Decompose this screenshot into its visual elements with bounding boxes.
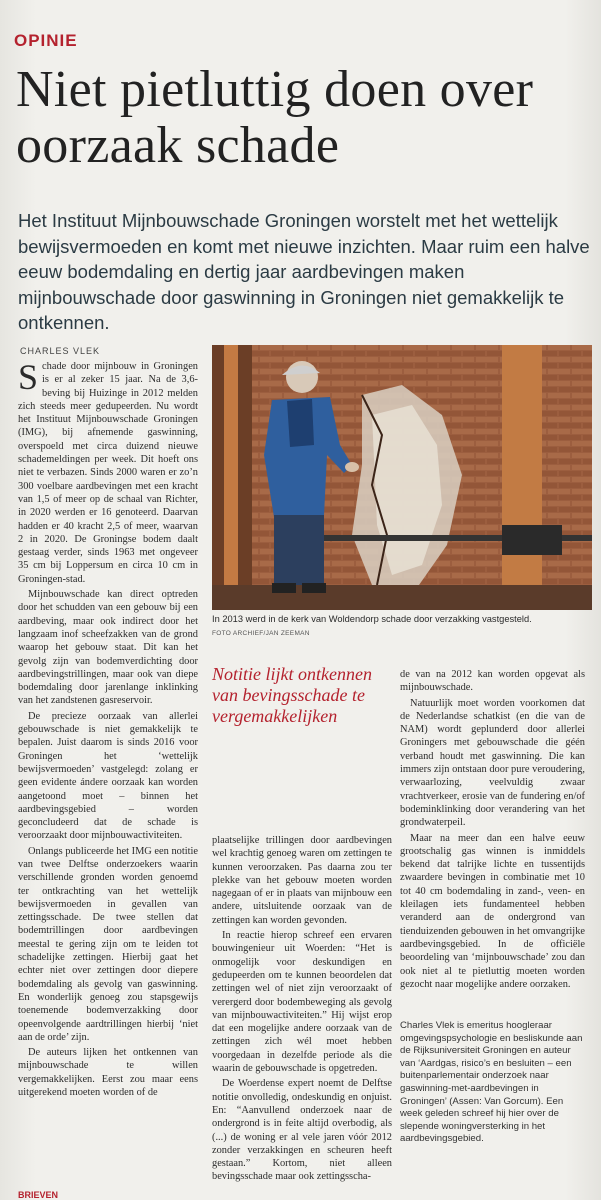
paragraph: In reactie hierop schreef een ervaren bouwingenieur uit Woerden: “Het is onmogelijk voor deskundigen en gedupeerden om te kunnen beoordelen dat zettingen wel of niet zijn veroorzaakt of verergerd door bodembeweging als gevolg van mijnbouwactiviteiten.” Hij wijst erop dat een mogelijke andere oorzaak van de zettingen zich wél moet hebben voorgedaan in dezelfde periode als die waarin de gebouwschade is opgetreden. [212,930,392,1075]
byline: CHARLES VLEK [20,346,101,356]
church-wall-damage-illustration [212,345,592,610]
article-column-3 [400,668,585,993]
headline: Niet pietluttig doen over oorzaak schade [16,61,534,174]
paragraph: Maar na meer dan een halve eeuw grootschalig gas winnen is inmiddels bekend dat talrijke lichte en tussentijds zwaardere bevingen in combinatie met 10 tot 40 cm bodemdaling in zand-, veen- en kleilagen iets fundamenteel hebben veranderd aan de ondergrond van tienduizenden gebouwen in het omvangrijke aardbevingsgebied. In de officiële beoordeling van ‘mijnbouwschade’ zou dan ook niet al te pietluttig moeten worden gezocht naar mogelijke andere oorzaken. [400,832,585,990]
paragraph: Onlangs publiceerde het IMG een notitie van twee Delftse onderzoekers waarin verschillende gronden worden genoemd ter ontkrachting van het wettelijk bewijsvermoeden in gevallen van zettingsschade. De twee stellen dat bodemtrillingen door aardbevingen meestal te gering zijn om te leiden tot schadelijke zettingen. Hierbij gaat het echter niet over zettingen door diepere bodemdaling als gevolg van gaswinning. En wonderlijk genoeg zou stapsgewijs toenemende bodemverzakking door opeenvolgende aardtrillingen hierbij ‘niet aan de orde’ zijn. [18,845,198,1043]
paragraph: chade door mijnbouw in Groningen is er al zeker 15 jaar. Na de 3,6-beving bij Huizinge in 2012 melden zich steeds meer gedupeerden. Nu wordt het Instituut Mijnbouwschade Groningen (IMG), bij afnemende gaswinning, overspoeld met circa duizend nieuwe schademeldingen per week. Dit hoeft ons niet te verbazen. Sinds 2000 waren er zo’n 300 voelbare aardbevingen met een kracht van 1,5 of meer op de schaal van Richter, in 2020 werden er 16 genoteerd. Daarvan hadden er 40 kracht 2,5 of meer, waarvan 2 in 2020. De Groningse bodem daalt gestaag verder, sinds 1963 met ongeveer 35 cm bij Loppersum en circa 10 cm in Groningen-stad. [18,361,198,585]
author-bio: Charles Vlek is emeritus hoogleraar omgevingspsychologie en besliskunde aan de Rijksuniversiteit Groningen en auteur van ‘Aardgas, risico’s en besluiten – een buitenparlementair onderzoek naar gaswinning-met-aardbevingen in Groningen’ (Assen: Van Gorcum). Een week geleden schreef hij hier over de slepende woningversterking in het aardbevingsgebied. [400,1020,583,1145]
article-column-2 [212,834,392,1186]
paragraph: De precieze oorzaak van allerlei gebouwschade is niet gemakkelijk te bepalen. Juist daarom is sinds 2016 voor Groningen het ‘wettelijk bewijsvermoeden’ vastgelegd: zolang er geen evidente ándere oorzaak kan worden aangetoond moet – binnen het aardbevingsgebied – worden geconcludeerd dat de schade is veroorzaakt door mijnbouwactiviteiten. [18,710,198,842]
photo-credit: FOTO ARCHIEF/JAN ZEEMAN [212,630,310,637]
paragraph: Natuurlijk moet worden voorkomen dat de Nederlandse schatkist (en die van de NAM) wordt geplunderd door allerlei Groningers met gebouwschade die géén verband houdt met gaswinning. Die kan immers zijn ontstaan door pure veroudering, verwaarlozing, veelvuldig zwaar vrachtverkeer, erosie van de fundering en/of bodeminklinking door verandering van het grondwaterpeil. [400,697,585,829]
paragraph: Mijnbouwschade kan direct optreden door het schudden van een gebouw bij een aardbeving, maar ook indirect door het langzaam inof scheefzakken van de grond waarop het gebouw staat. Dit kan het gevolg zijn van bodemverdichting door aardbevingstrillingen, maar ook van diepe bodemdaling door jarenlange inklinking van het zandstenen gasreservoir. [18,589,198,707]
lead-paragraph: Het Instituut Mijnbouwschade Groningen worstelt met het wettelijk bewijsvermoeden en komt met nieuwe inzichten. Maar ruim een halve eeuw bodemdaling en dertig jaar aardbevingen maken mijnbouwschade door gaswinning in Groningen niet gemakkelijk te ontkennen. [18,210,590,333]
paragraph: De Woerdense expert noemt de Delftse notitie onvolledig, ondeskundig en onjuist. En: “Aanvullend onderzoek naar de ondergrond is in feite altijd overbodig, als (...) de woning er al vele jaren vóór 2012 zonder verzakkingen en scheuren heeft gestaan.” Kortom, niet alleen bevingsschade maar ook zettingsscha- [212,1078,392,1183]
pull-quote: Notitie lijkt ontkennen van bevingsschade te vergemakkelijken [212,664,372,726]
paragraph: de van na 2012 kan worden opgevat als mijnbouwschade. [400,669,585,694]
drop-cap: S [18,357,39,397]
paragraph: plaatselijke trillingen door aardbevingen wel krachtig genoeg waren om zettingen te kunnen veroorzaken. Pas daarna zou ter plekke van het gebouw moeten worden nagegaan of er in plaats van mijnbouw een andere, uitsluitende oorzaak van de zettingen kan worden gevonden. [212,835,392,926]
section-kicker: OPINIE [14,31,78,50]
article-photo [212,345,592,610]
photo-caption: In 2013 werd in de kerk van Woldendorp schade door verzakking vastgesteld. [212,614,532,624]
paragraph: De auteurs lijken het ontkennen van mijnbouwschade te willen vergemakkelijken. Eerst zou maar eens uitgerekend moeten worden of de [18,1047,198,1099]
article-column-1 [18,357,198,1180]
next-section-label: BRIEVEN [18,1190,59,1200]
